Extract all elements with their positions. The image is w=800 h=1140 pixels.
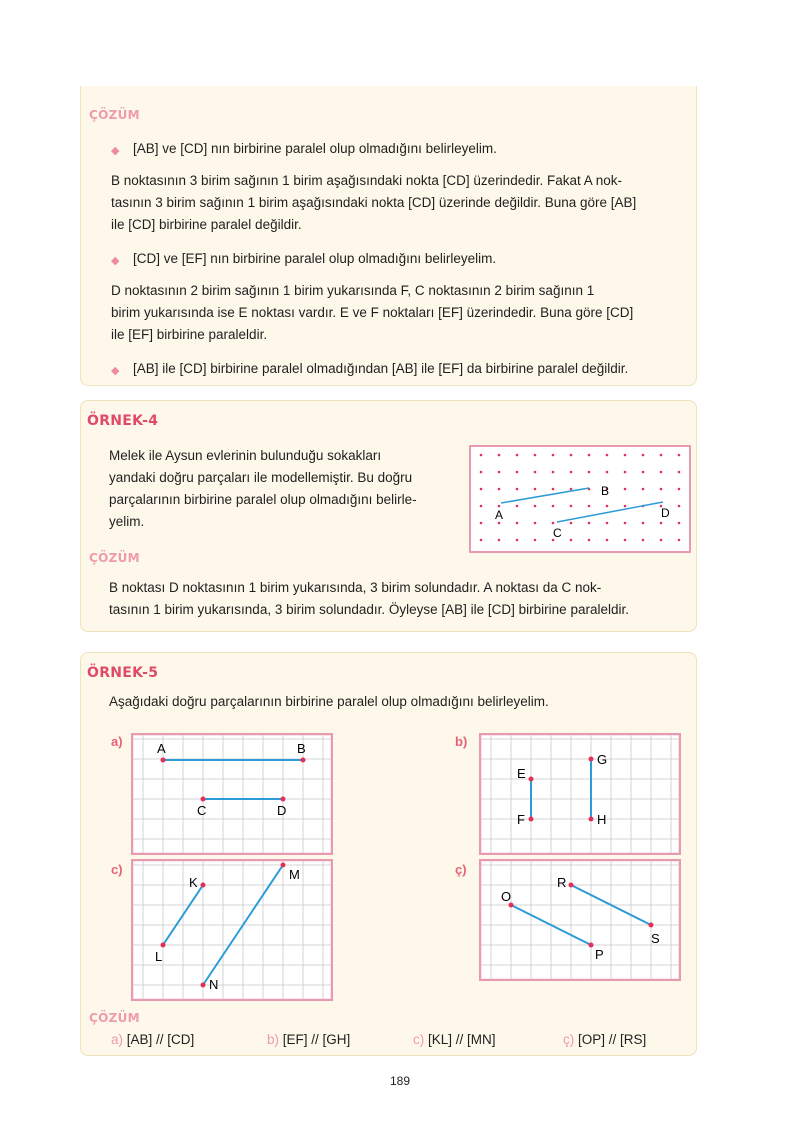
- point-label-k: K: [189, 875, 198, 890]
- bullet-icon: ◆: [111, 255, 120, 267]
- point-l: [161, 943, 166, 948]
- question-prompt: Aşağıdaki doğru parçalarının birbirine paralel olup olmadığını belirleyelim.: [109, 694, 549, 709]
- answer-a: [111, 1029, 194, 1051]
- answer-b: [267, 1029, 350, 1051]
- point-label-f: F: [517, 812, 525, 827]
- part-tag-cc: ç): [455, 862, 467, 877]
- answer-tag: b): [267, 1032, 280, 1047]
- dot-grid-figure: [469, 445, 691, 553]
- bullet-text: [AB] ve [CD] nın birbirine paralel olup olmadığını belirleyelim.: [133, 141, 497, 156]
- example-5-heading: ÖRNEK-5: [87, 665, 159, 681]
- point-s: [649, 923, 654, 928]
- bullet-icon: ◆: [111, 365, 120, 377]
- question-line: Melek ile Aysun evlerinin bulunduğu sokakları: [109, 448, 382, 463]
- grid-figure-a: [131, 733, 333, 855]
- point-label-b: B: [297, 741, 306, 756]
- cozum-heading: ÇÖZÜM: [89, 551, 140, 565]
- example-4-heading: ÖRNEK-4: [87, 413, 159, 429]
- point-label-n: N: [209, 977, 219, 992]
- answer-text: [EF] // [GH]: [282, 1032, 351, 1047]
- part-tag-b: b): [455, 734, 468, 749]
- point-c: [201, 797, 206, 802]
- grid-figure-cc: [479, 859, 681, 981]
- point-label-p: P: [595, 947, 604, 962]
- point-label-b: B: [601, 484, 610, 498]
- point-k: [201, 883, 206, 888]
- example-5-panel: [80, 652, 697, 1056]
- point-a: [161, 758, 166, 763]
- answer-tag: ç): [563, 1032, 575, 1047]
- point-label-a: A: [157, 741, 166, 756]
- bullet-icon: ◆: [111, 145, 120, 157]
- point-label-a: A: [495, 508, 504, 522]
- point-label-c: C: [553, 526, 562, 540]
- bullet-text: [AB] ile [CD] birbirine paralel olmadığından [AB] ile [EF] da birbirine paralel değildir.: [133, 361, 629, 376]
- point-label-m: M: [289, 867, 300, 882]
- point-label-e: E: [517, 766, 526, 781]
- point-label-r: R: [557, 875, 567, 890]
- grid-figure-b: [479, 733, 681, 855]
- point-r: [569, 883, 574, 888]
- point-label-c: C: [197, 803, 207, 818]
- cozum-heading: ÇÖZÜM: [89, 108, 140, 122]
- figure-frame: [470, 446, 690, 552]
- question-line: yelim.: [109, 514, 145, 529]
- point-f: [529, 817, 534, 822]
- point-label-o: O: [501, 889, 512, 904]
- answer-tag: c): [413, 1032, 425, 1047]
- bullet-text: [CD] ve [EF] nın birbirine paralel olup olmadığını belirleyelim.: [133, 251, 497, 266]
- point-label-d: D: [661, 506, 670, 520]
- point-label-g: G: [597, 752, 608, 767]
- point-d: [281, 797, 286, 802]
- answer-c: [413, 1029, 496, 1051]
- paragraph-line: B noktasının 3 birim sağının 1 birim aşağısındaki nokta [CD] üzerindedir. Fakat A nok-: [111, 173, 623, 188]
- answer-line: B noktası D noktasının 1 birim yukarısında, 3 birim solundadır. A noktası da C nok-: [109, 580, 602, 595]
- question-line: yandaki doğru parçaları ile modellemiştir. Bu doğru: [109, 470, 413, 485]
- example-4-panel: [80, 400, 697, 632]
- point-m: [281, 863, 286, 868]
- paragraph-line: ile [EF] birbirine paraleldir.: [111, 327, 268, 342]
- point-label-l: L: [155, 949, 163, 964]
- question-line: parçalarının birbirine paralel olup olmadığını belirle-: [109, 492, 417, 507]
- point-h: [589, 817, 594, 822]
- cozum-heading: ÇÖZÜM: [89, 1011, 140, 1025]
- part-tag-c: c): [111, 862, 123, 877]
- answer-text: [AB] // [CD]: [126, 1032, 195, 1047]
- point-label-s: S: [651, 931, 660, 946]
- answer-tag: a): [111, 1032, 124, 1047]
- point-label-h: H: [597, 812, 607, 827]
- paragraph-line: birim yukarısında ise E noktası vardır. E ve F noktaları [EF] üzerindedir. Buna göre [CD]: [111, 305, 634, 320]
- answers-row: [111, 1029, 691, 1051]
- point-p: [589, 943, 594, 948]
- point-e: [529, 777, 534, 782]
- point-b: [301, 758, 306, 763]
- answer-text: [KL] // [MN]: [428, 1032, 496, 1047]
- answer-line: tasının 1 birim yukarısında, 3 birim solundadır. Öyleyse [AB] ile [CD] birbirine paraleldir.: [109, 602, 629, 617]
- part-tag-a: a): [111, 734, 123, 749]
- solution-panel-1: [80, 86, 697, 386]
- answer-cc: [563, 1029, 646, 1051]
- point-label-d: D: [277, 803, 287, 818]
- point-n: [201, 983, 206, 988]
- point-g: [589, 757, 594, 762]
- page-number: 189: [389, 1074, 411, 1088]
- paragraph-line: tasının 3 birim sağının 1 birim aşağısındaki nokta [CD] üzerinde değildir. Buna göre [AB]: [111, 195, 637, 210]
- grid-figure-c: [131, 859, 333, 1001]
- paragraph-line: ile [CD] birbirine paralel değildir.: [111, 217, 302, 232]
- paragraph-line: D noktasının 2 birim sağının 1 birim yukarısında F, C noktasının 2 birim sağının 1: [111, 283, 595, 298]
- answer-text: [OP] // [RS]: [578, 1032, 647, 1047]
